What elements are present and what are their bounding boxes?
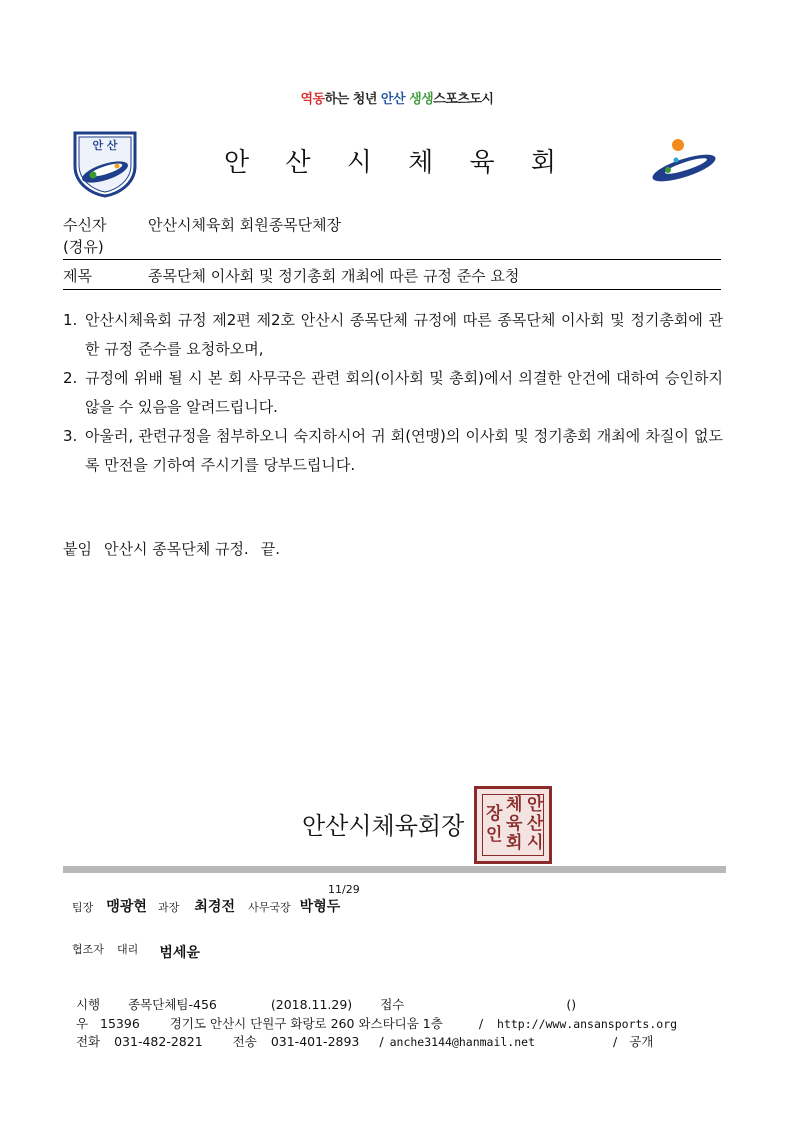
- separator: /: [613, 1034, 618, 1049]
- item-number: 2.: [63, 369, 78, 387]
- item-text: 규정에 위배 될 시 본 회 사무국은 관련 회의(이사회 및 총회)에서 의결한 안건에 대하여 승인하지 않을 수 있음을 알려드립니다.: [85, 369, 723, 416]
- via-label: (경유): [63, 238, 104, 256]
- body-items: [63, 306, 723, 480]
- logo-left-label: 안 산: [92, 139, 118, 152]
- phone-number: 031-482-2821: [114, 1034, 203, 1049]
- disclosure-status: 공개: [629, 1034, 654, 1049]
- divider: [63, 259, 721, 260]
- approval-role: 과장: [158, 901, 180, 914]
- website-link[interactable]: http://www.ansansports.org: [497, 1017, 678, 1031]
- list-item: [63, 364, 723, 422]
- list-item: [63, 422, 723, 480]
- subject-label: 제목: [63, 267, 92, 285]
- via-row: [63, 236, 104, 257]
- attachment-line: [63, 538, 292, 559]
- footer-label: 시행: [75, 997, 101, 1012]
- item-text: 아울러, 관련규정을 첨부하오니 숙지하시어 귀 회(연맹)의 이사회 및 정기총회 개최에 차질이 없도록 만전을 기하여 주시기를 당부드립니다.: [85, 427, 723, 474]
- approval-name: 맹광현: [106, 899, 147, 915]
- approval-name: 박형두: [299, 899, 341, 915]
- ansan-city-logo: [648, 136, 720, 186]
- email-link[interactable]: anche3144@hanmail.net: [389, 1035, 536, 1049]
- slogan-part3: 안산: [380, 92, 410, 107]
- document-number: 종목단체팀-456: [128, 997, 217, 1012]
- document-date: (2018.11.29): [270, 997, 353, 1012]
- slogan-part4: 생생: [409, 92, 434, 107]
- address: 경기도 안산시 단원구 화랑로 260 와스타디움 1층: [169, 1016, 443, 1031]
- attachment-label: 붙임: [63, 540, 92, 558]
- recipient-label: 수신자: [63, 216, 107, 234]
- zip-code: 15396: [100, 1016, 140, 1031]
- recipient-value: 안산시체육회 회원종목단체장: [148, 216, 342, 234]
- approval-role: 팀장: [72, 901, 94, 914]
- slogan-part2: 하는 청년: [324, 92, 381, 107]
- receipt-label: 접수: [380, 997, 405, 1012]
- cooperation-row: [72, 938, 200, 961]
- attachment-text: 안산시 종목단체 규정.: [103, 540, 249, 558]
- slogan: [0, 88, 794, 107]
- separator: /: [478, 1016, 484, 1031]
- slogan-part5: 스포츠도시: [433, 92, 494, 107]
- approval-date: 11/29: [328, 883, 360, 896]
- page-title: 안 산 시 체 육 회: [223, 148, 571, 178]
- section-bar: [63, 866, 726, 873]
- slogan-part1: 역동: [300, 92, 325, 107]
- footer-line-3: [68, 1017, 653, 1050]
- item-text: 안산시체육회 규정 제2편 제2호 안산시 종목단체 규정에 따른 종목단체 이사회 및 정기총회에 관한 규정 준수를 요청하오며,: [85, 311, 723, 358]
- list-item: [63, 306, 723, 364]
- approval-role: 사무국장: [248, 901, 291, 914]
- cooperation-name: 범세윤: [159, 945, 200, 961]
- recipient-row: [63, 214, 341, 235]
- cooperation-role: 협조자: [72, 943, 104, 956]
- divider: [63, 289, 721, 290]
- footer-label: 우: [75, 1016, 89, 1031]
- footer-label: 전화: [75, 1034, 101, 1049]
- signer-name: 안산시체육회장: [302, 812, 465, 840]
- approval-row: [72, 896, 340, 916]
- attachment-end: 끝.: [260, 540, 280, 558]
- receipt-value: (): [566, 997, 577, 1012]
- subject-row: [63, 265, 519, 286]
- fax-number: 031-401-2893: [270, 1034, 360, 1049]
- subject-value: 종목단체 이사회 및 정기총회 개최에 따른 규정 준수 요청: [148, 267, 520, 285]
- official-seal: 안 산 시 체 육 회 장 인: [474, 786, 552, 864]
- approval-name: 최경전: [194, 899, 235, 915]
- cooperation-role2: 대리: [116, 943, 139, 956]
- item-number: 3.: [63, 427, 78, 445]
- item-number: 1.: [63, 311, 78, 329]
- separator: /: [379, 1034, 384, 1049]
- fax-label: 전송: [232, 1034, 257, 1049]
